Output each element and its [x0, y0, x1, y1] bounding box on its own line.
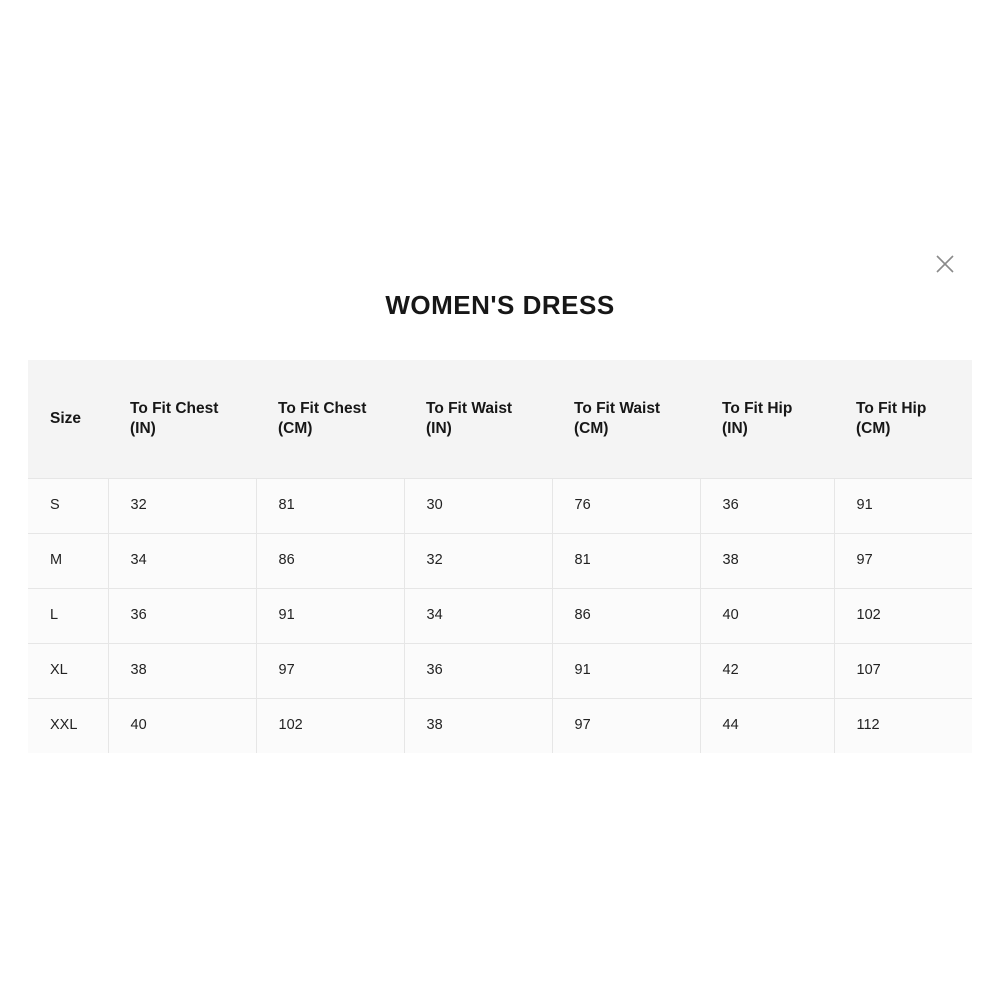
table-body	[28, 479, 972, 754]
cell-hip-in: 38	[700, 534, 834, 589]
cell-chest-in: 38	[108, 644, 256, 699]
cell-chest-cm: 102	[256, 699, 404, 754]
cell-waist-cm: 97	[552, 699, 700, 754]
cell-size: XL	[28, 644, 108, 699]
cell-waist-cm: 86	[552, 589, 700, 644]
size-chart-table-wrapper	[28, 360, 972, 753]
cell-hip-in: 40	[700, 589, 834, 644]
table-row	[28, 589, 972, 644]
cell-hip-in: 36	[700, 479, 834, 534]
cell-size: XXL	[28, 699, 108, 754]
cell-chest-in: 40	[108, 699, 256, 754]
cell-waist-in: 38	[404, 699, 552, 754]
cell-waist-in: 36	[404, 644, 552, 699]
table-header-row	[28, 360, 972, 479]
cell-chest-cm: 97	[256, 644, 404, 699]
cell-size: S	[28, 479, 108, 534]
page-title: WOMEN'S DRESS	[385, 290, 615, 320]
table-row	[28, 699, 972, 754]
cell-hip-cm: 91	[834, 479, 972, 534]
cell-hip-cm: 97	[834, 534, 972, 589]
cell-chest-cm: 91	[256, 589, 404, 644]
column-header-size: Size	[28, 360, 108, 479]
table-row	[28, 644, 972, 699]
cell-hip-cm: 102	[834, 589, 972, 644]
cell-chest-cm: 86	[256, 534, 404, 589]
column-header-chest-cm: To Fit Chest (CM)	[256, 360, 404, 479]
cell-chest-in: 32	[108, 479, 256, 534]
column-header-hip-in: To Fit Hip (IN)	[700, 360, 834, 479]
close-button[interactable]	[928, 247, 962, 281]
cell-waist-cm: 81	[552, 534, 700, 589]
cell-size: M	[28, 534, 108, 589]
cell-waist-in: 30	[404, 479, 552, 534]
column-header-waist-cm: To Fit Waist (CM)	[552, 360, 700, 479]
table-row	[28, 534, 972, 589]
table-row	[28, 479, 972, 534]
column-header-waist-in: To Fit Waist (IN)	[404, 360, 552, 479]
cell-waist-in: 32	[404, 534, 552, 589]
cell-waist-in: 34	[404, 589, 552, 644]
cell-chest-cm: 81	[256, 479, 404, 534]
cell-hip-cm: 107	[834, 644, 972, 699]
cell-size: L	[28, 589, 108, 644]
cell-waist-cm: 76	[552, 479, 700, 534]
table-header	[28, 360, 972, 479]
size-chart-table	[28, 360, 972, 753]
cell-hip-in: 42	[700, 644, 834, 699]
cell-waist-cm: 91	[552, 644, 700, 699]
close-icon	[934, 253, 956, 275]
cell-chest-in: 34	[108, 534, 256, 589]
cell-hip-in: 44	[700, 699, 834, 754]
cell-chest-in: 36	[108, 589, 256, 644]
column-header-chest-in: To Fit Chest (IN)	[108, 360, 256, 479]
cell-hip-cm: 112	[834, 699, 972, 754]
column-header-hip-cm: To Fit Hip (CM)	[834, 360, 972, 479]
